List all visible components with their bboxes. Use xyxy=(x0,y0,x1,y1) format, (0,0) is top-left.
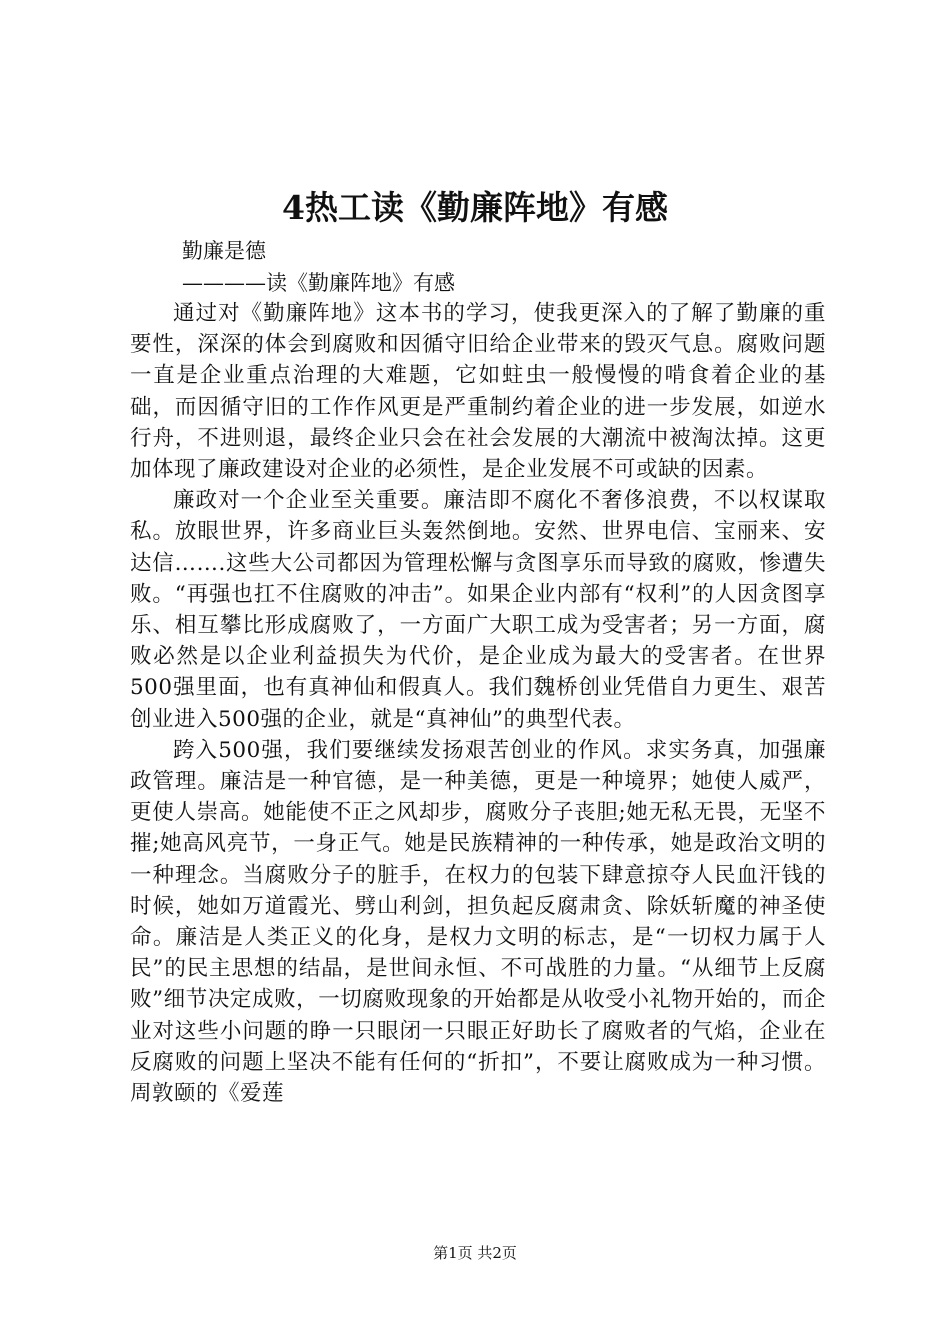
paragraph-2: 廉政对一个企业至关重要。廉洁即不腐化不奢侈浪费，不以权谋取私。放眼世界，许多商业巨头轰然倒地。安然、世界电信、宝丽来、安达信…….这些大公司都因为管理松懈与贪图享乐而导致的腐败，惨遭失败。“再强也扛不住腐败的冲击”。如果企业内部有“权利”的人因贪图享乐、相互攀比形成腐败了，一方面广大职工成为受害者；另一方面，腐败必然是以企业利益损失为代价，是企业成为最大的受害者。在世界500强里面，也有真神仙和假真人。我们魏桥创业凭借自力更生、艰苦创业进入500强的企业，就是“真神仙”的典型代表。 xyxy=(130,488,826,732)
subtitle-line-2: ————读《勤廉阵地》有感 xyxy=(182,271,455,295)
page-footer: 第1页 共2页 xyxy=(433,1244,517,1262)
subtitle-line-1: 勤廉是德 xyxy=(182,239,266,263)
document-body xyxy=(130,298,826,1109)
document-title: 4热工读《勤廉阵地》有感 xyxy=(282,188,668,227)
paragraph-1: 通过对《勤廉阵地》这本书的学习，使我更深入的了解了勤廉的重要性，深深的体会到腐败和因循守旧给企业带来的毁灭气息。腐败问题一直是企业重点治理的大难题，它如蛀虫一般慢慢的啃食着企业的基础，而因循守旧的工作作风更是严重制约着企业的进一步发展，如逆水行舟，不进则退，最终企业只会在社会发展的大潮流中被淘汰掉。这更加体现了廉政建设对企业的必须性，是企业发展不可或缺的因素。 xyxy=(130,301,826,483)
paragraph-3: 跨入500强，我们要继续发扬艰苦创业的作风。求实务真，加强廉政管理。廉洁是一种官德，是一种美德，更是一种境界；她使人威严，更使人崇高。她能使不正之风却步，腐败分子丧胆;她无私无畏，无坚不摧;她高风亮节，一身正气。她是民族精神的一种传承，她是政治文明的一种理念。当腐败分子的脏手，在权力的包装下肆意掠夺人民血汗钱的时候，她如万道霞光、劈山利剑，担负起反腐肃贪、除妖斩魔的神圣使命。廉洁是人类正义的化身，是权力文明的标志，是“一切权力属于人民”的民主思想的结晶，是世间永恒、不可战胜的力量。“从细节上反腐败”细节决定成败，一切腐败现象的开始都是从收受小礼物开始的，而企业对这些小问题的睁一只眼闭一只眼正好助长了腐败者的气焰，企业在反腐败的问题上坚决不能有任何的“折扣”，不要让腐败成为一种习惯。周敦颐的《爱莲 xyxy=(130,737,826,1107)
